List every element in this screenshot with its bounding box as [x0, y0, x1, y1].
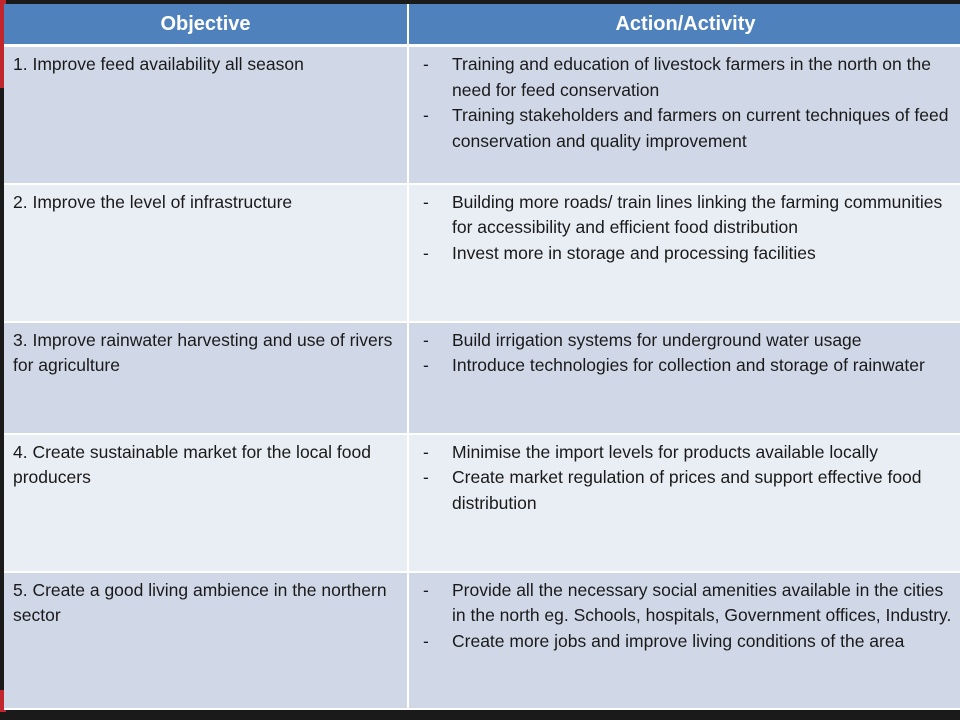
bullet-dash: - [423, 54, 429, 74]
action-item [418, 353, 954, 379]
objective-cell: 4. Create sustainable market for the local food producers [4, 434, 408, 572]
objectives-table [4, 4, 960, 710]
action-item [418, 52, 954, 103]
action-list [418, 440, 954, 517]
action-text: Invest more in storage and processing facilities [452, 242, 816, 263]
action-list [418, 328, 954, 379]
action-text: Building more roads/ train lines linking the farming communities for accessibility and efficient food distribution [452, 191, 943, 237]
action-item [418, 241, 954, 267]
objective-cell: 1. Improve feed availability all season [4, 46, 408, 184]
bullet-dash: - [423, 630, 429, 651]
table-row [4, 322, 960, 434]
action-cell [408, 184, 960, 322]
action-cell [408, 322, 960, 434]
table-row [4, 572, 960, 710]
action-text: Training stakeholders and farmers on current techniques of feed conservation and quality improvement [452, 105, 949, 151]
action-text: Build irrigation systems for underground water usage [452, 329, 862, 350]
bullet-dash: - [423, 191, 429, 212]
table-row [4, 184, 960, 322]
table-row [4, 434, 960, 572]
action-item [418, 465, 954, 516]
action-text: Training and education of livestock farmers in the north on the need for feed conservation [452, 54, 931, 100]
objective-column-header: Objective [4, 4, 408, 46]
bullet-dash: - [423, 467, 429, 487]
table-header-row [4, 4, 960, 46]
action-item [418, 440, 954, 466]
bullet-dash: - [423, 242, 429, 263]
action-list [418, 578, 954, 655]
action-item [418, 328, 954, 354]
action-item [418, 629, 954, 655]
action-item [418, 578, 954, 629]
table-row [4, 46, 960, 184]
bullet-dash: - [423, 579, 429, 600]
action-text: Provide all the necessary social amenities available in the cities in the north eg. Schools, hospitals, Government offices, Industry. [452, 579, 952, 625]
bullet-dash: - [423, 105, 429, 125]
action-cell [408, 434, 960, 572]
action-item [418, 190, 954, 241]
action-column-header: Action/Activity [408, 4, 960, 46]
action-cell [408, 572, 960, 710]
action-cell [408, 46, 960, 184]
action-text: Create market regulation of prices and support effective food distribution [452, 467, 922, 513]
action-text: Introduce technologies for collection and storage of rainwater [452, 355, 925, 375]
objective-cell: 3. Improve rainwater harvesting and use of rivers for agriculture [4, 322, 408, 434]
bullet-dash: - [423, 355, 429, 375]
action-text: Create more jobs and improve living conditions of the area [452, 630, 905, 651]
bullet-dash: - [423, 441, 429, 462]
action-list [418, 52, 954, 154]
bullet-dash: - [423, 329, 429, 350]
action-item [418, 103, 954, 154]
objective-cell: 5. Create a good living ambience in the northern sector [4, 572, 408, 710]
action-text: Minimise the import levels for products available locally [452, 441, 879, 462]
action-list [418, 190, 954, 267]
objective-cell: 2. Improve the level of infrastructure [4, 184, 408, 322]
